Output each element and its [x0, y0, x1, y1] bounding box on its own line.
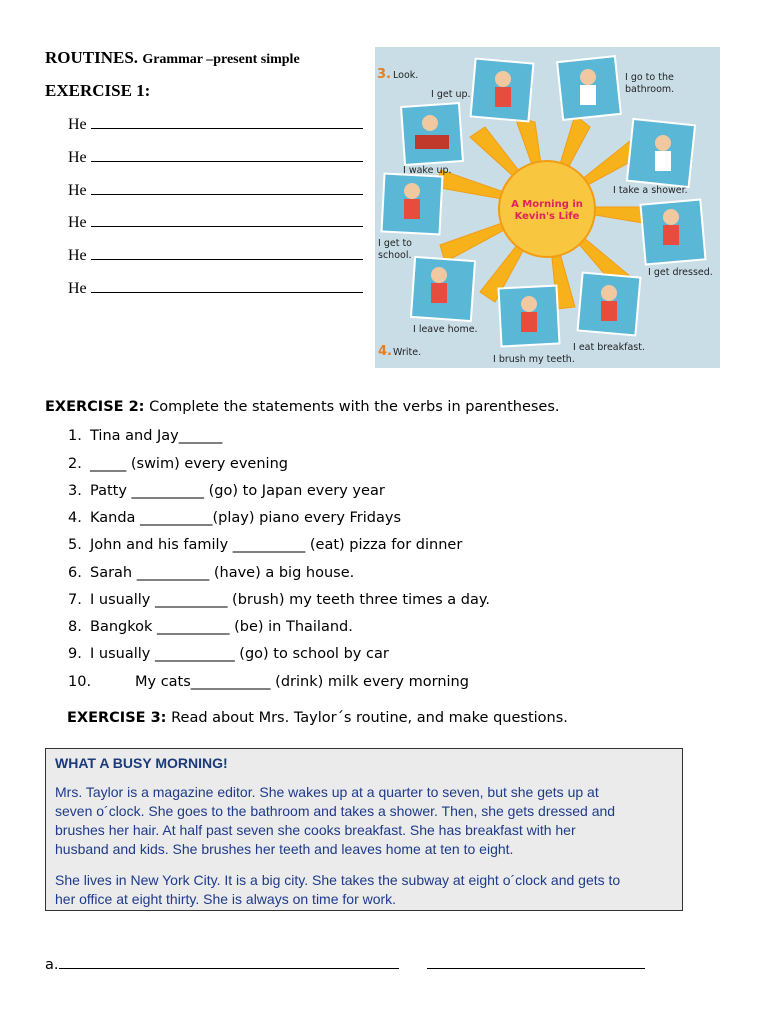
reading-line: brushes her hair. At half past seven she cooks breakfast. She has breakfast with her: [55, 822, 576, 838]
question-line-a: [45, 956, 645, 973]
illustration-svg: [375, 47, 720, 368]
item-number: 3.: [68, 483, 82, 499]
exercise3-heading: [67, 710, 568, 726]
item-text[interactable]: I usually __________ (brush) my teeth three times a day.: [90, 592, 491, 608]
caption-write: Write.: [393, 347, 422, 358]
caption-leave: I leave home.: [413, 324, 478, 335]
item-number: 5.: [68, 537, 82, 553]
reading-line: her office at eight thirty. She is always on time for work.: [55, 891, 397, 907]
answer-blank[interactable]: [91, 278, 363, 293]
reading-line: She lives in New York City. It is a big city. She takes the subway at eight o´clock and gets to: [55, 872, 621, 888]
item-text[interactable]: John and his family __________ (eat) pizza for dinner: [90, 537, 463, 553]
morning-routine-illustration: [375, 47, 720, 368]
item-text[interactable]: Sarah __________ (have) a big house.: [90, 565, 355, 581]
title-main: ROUTINES.: [45, 48, 139, 67]
exercise1-line[interactable]: [68, 278, 363, 298]
step-number-3: 3.: [377, 67, 391, 82]
item-number: 8.: [68, 619, 82, 635]
item-number: 6.: [68, 565, 82, 581]
exercise1-line[interactable]: [68, 245, 363, 265]
exercise1-line[interactable]: [68, 180, 363, 200]
caption-wake-up: I wake up.: [403, 165, 452, 176]
exercise2-item: [68, 619, 353, 635]
exercise1-line[interactable]: [68, 212, 363, 232]
item-text[interactable]: I usually ___________ (go) to school by car: [90, 646, 389, 662]
item-number: 9.: [68, 646, 82, 662]
caption-look: Look.: [393, 70, 419, 81]
reading-paragraph-1: [55, 783, 675, 859]
exercise2-item: [68, 510, 401, 526]
question-label: a.: [45, 957, 59, 973]
exercise1-title: EXERCISE 1:: [45, 81, 151, 100]
item-text[interactable]: Patty __________ (go) to Japan every year: [90, 483, 385, 499]
item-number: 1.: [68, 428, 82, 444]
caption-school-2: school.: [378, 250, 412, 261]
center-label-2: Kevin's Life: [514, 211, 580, 222]
item-text[interactable]: Kanda __________(play) piano every Fridays: [90, 510, 402, 526]
reading-line: husband and kids. She brushes her teeth and leaves home at ten to eight.: [55, 841, 514, 857]
exercise2-heading: [45, 399, 560, 415]
answer-blank[interactable]: [91, 114, 363, 129]
line-label: He: [68, 280, 87, 297]
exercise2-item: [68, 428, 222, 444]
reading-title: WHAT A BUSY MORNING!: [55, 755, 228, 771]
step-number-4: 4.: [378, 344, 392, 359]
item-text[interactable]: Tina and Jay______: [90, 428, 223, 444]
worksheet-title: [45, 48, 300, 68]
caption-dressed: I get dressed.: [648, 267, 713, 278]
line-label: He: [68, 182, 87, 199]
item-number: 2.: [68, 456, 82, 472]
caption-bathroom-2: bathroom.: [625, 84, 675, 95]
exercise1-line[interactable]: [68, 147, 363, 167]
line-label: He: [68, 149, 87, 166]
exercise2-item: [68, 565, 354, 581]
exercise2-item: [68, 483, 385, 499]
item-number: 7.: [68, 592, 82, 608]
caption-bathroom-1: I go to the: [625, 72, 674, 83]
answer-blank[interactable]: [91, 212, 363, 227]
item-text[interactable]: My cats___________ (drink) milk every morning: [135, 674, 469, 690]
exercise2-item: [68, 537, 462, 553]
caption-breakfast: I eat breakfast.: [573, 342, 645, 353]
line-label: He: [68, 116, 87, 133]
exercise1-line[interactable]: [68, 114, 363, 134]
caption-school-1: I get to: [378, 238, 412, 249]
item-text[interactable]: _____ (swim) every evening: [90, 456, 288, 472]
center-label-1: A Morning in: [511, 199, 583, 210]
reading-line: seven o´clock. She goes to the bathroom and takes a shower. Then, she gets dressed and: [55, 803, 616, 819]
caption-get-up: I get up.: [431, 89, 471, 100]
exercise2-item: [68, 646, 389, 662]
caption-brush: I brush my teeth.: [493, 354, 575, 365]
item-number: 10.: [68, 674, 92, 690]
answer-blank[interactable]: [427, 956, 645, 969]
line-label: He: [68, 214, 87, 231]
exercise2-item: [68, 674, 469, 690]
reading-box: [45, 748, 683, 911]
exercise2-item: [68, 592, 490, 608]
exercise3-instruction: Read about Mrs. Taylor´s routine, and make questions.: [166, 710, 568, 726]
answer-blank[interactable]: [91, 180, 363, 195]
answer-blank[interactable]: [91, 245, 363, 260]
exercise2-instruction: Complete the statements with the verbs in parentheses.: [144, 399, 560, 415]
exercise3-title: EXERCISE 3:: [67, 710, 167, 726]
exercise2-item: [68, 456, 288, 472]
caption-shower: I take a shower.: [613, 185, 688, 196]
title-sub: Grammar –present simple: [142, 52, 300, 67]
question-blank[interactable]: [59, 956, 399, 969]
item-number: 4.: [68, 510, 82, 526]
line-label: He: [68, 247, 87, 264]
reading-paragraph-2: [55, 871, 675, 909]
answer-blank[interactable]: [91, 147, 363, 162]
exercise2-title: EXERCISE 2:: [45, 399, 145, 415]
reading-line: Mrs. Taylor is a magazine editor. She wakes up at a quarter to seven, but she gets up at: [55, 784, 599, 800]
item-text[interactable]: Bangkok __________ (be) in Thailand.: [90, 619, 353, 635]
